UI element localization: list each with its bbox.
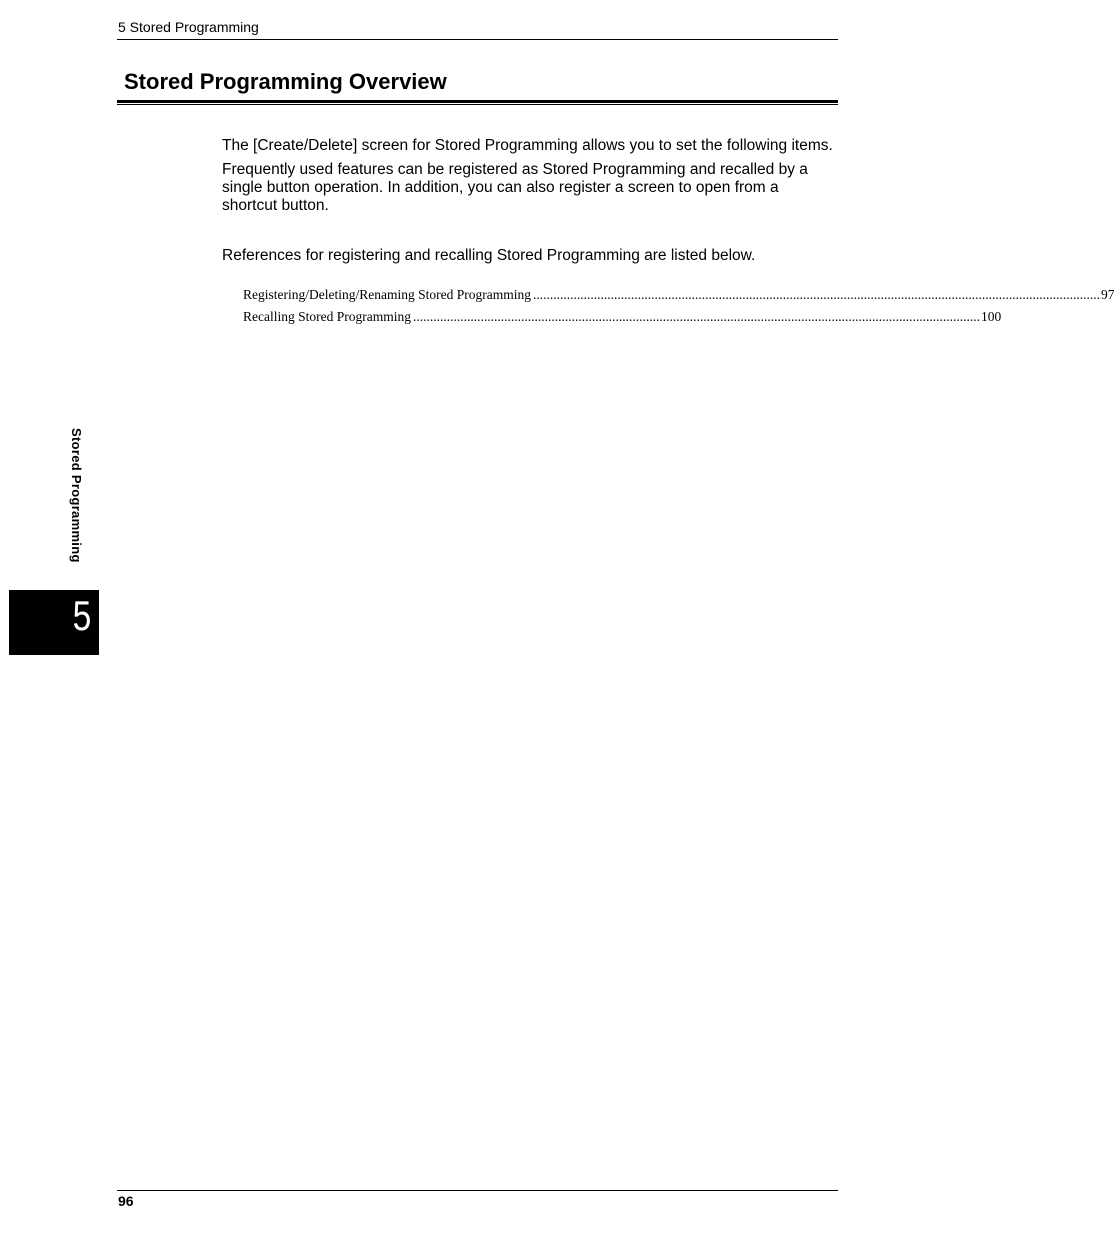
page-number: 96 (118, 1193, 134, 1209)
reference-page: 100 (980, 309, 1002, 324)
reference-page: 97 (1100, 287, 1114, 302)
footer-rule (117, 1190, 838, 1191)
running-header: 5 Stored Programming (118, 19, 259, 35)
leader-dots: ........................................................................................................................................................................ (532, 287, 1100, 302)
reference-label: Recalling Stored Programming (243, 309, 411, 324)
features-paragraph: Frequently used features can be registered as Stored Programming and recalled by a single button operation. In addition, you can also register a screen to open from a shortcut button. (222, 161, 808, 214)
title-rule-thick (117, 100, 838, 103)
header-rule (117, 39, 838, 40)
chapter-number: 5 (72, 592, 91, 639)
reference-link[interactable] (243, 287, 1114, 309)
title-rule-thin (117, 104, 838, 105)
body-text (222, 137, 837, 265)
side-section-label: Stored Programming (69, 428, 84, 563)
reference-link[interactable] (243, 309, 1002, 331)
chapter-tab (9, 590, 99, 655)
reference-label: Registering/Deleting/Renaming Stored Programming (243, 287, 531, 302)
page-title: Stored Programming Overview (124, 69, 447, 94)
references-intro: References for registering and recalling Stored Programming are listed below. (222, 247, 756, 264)
leader-dots: ........................................................................................................................................................................ (412, 309, 980, 324)
reference-list (243, 287, 1114, 331)
intro-paragraph: The [Create/Delete] screen for Stored Programming allows you to set the following items. (222, 137, 833, 154)
